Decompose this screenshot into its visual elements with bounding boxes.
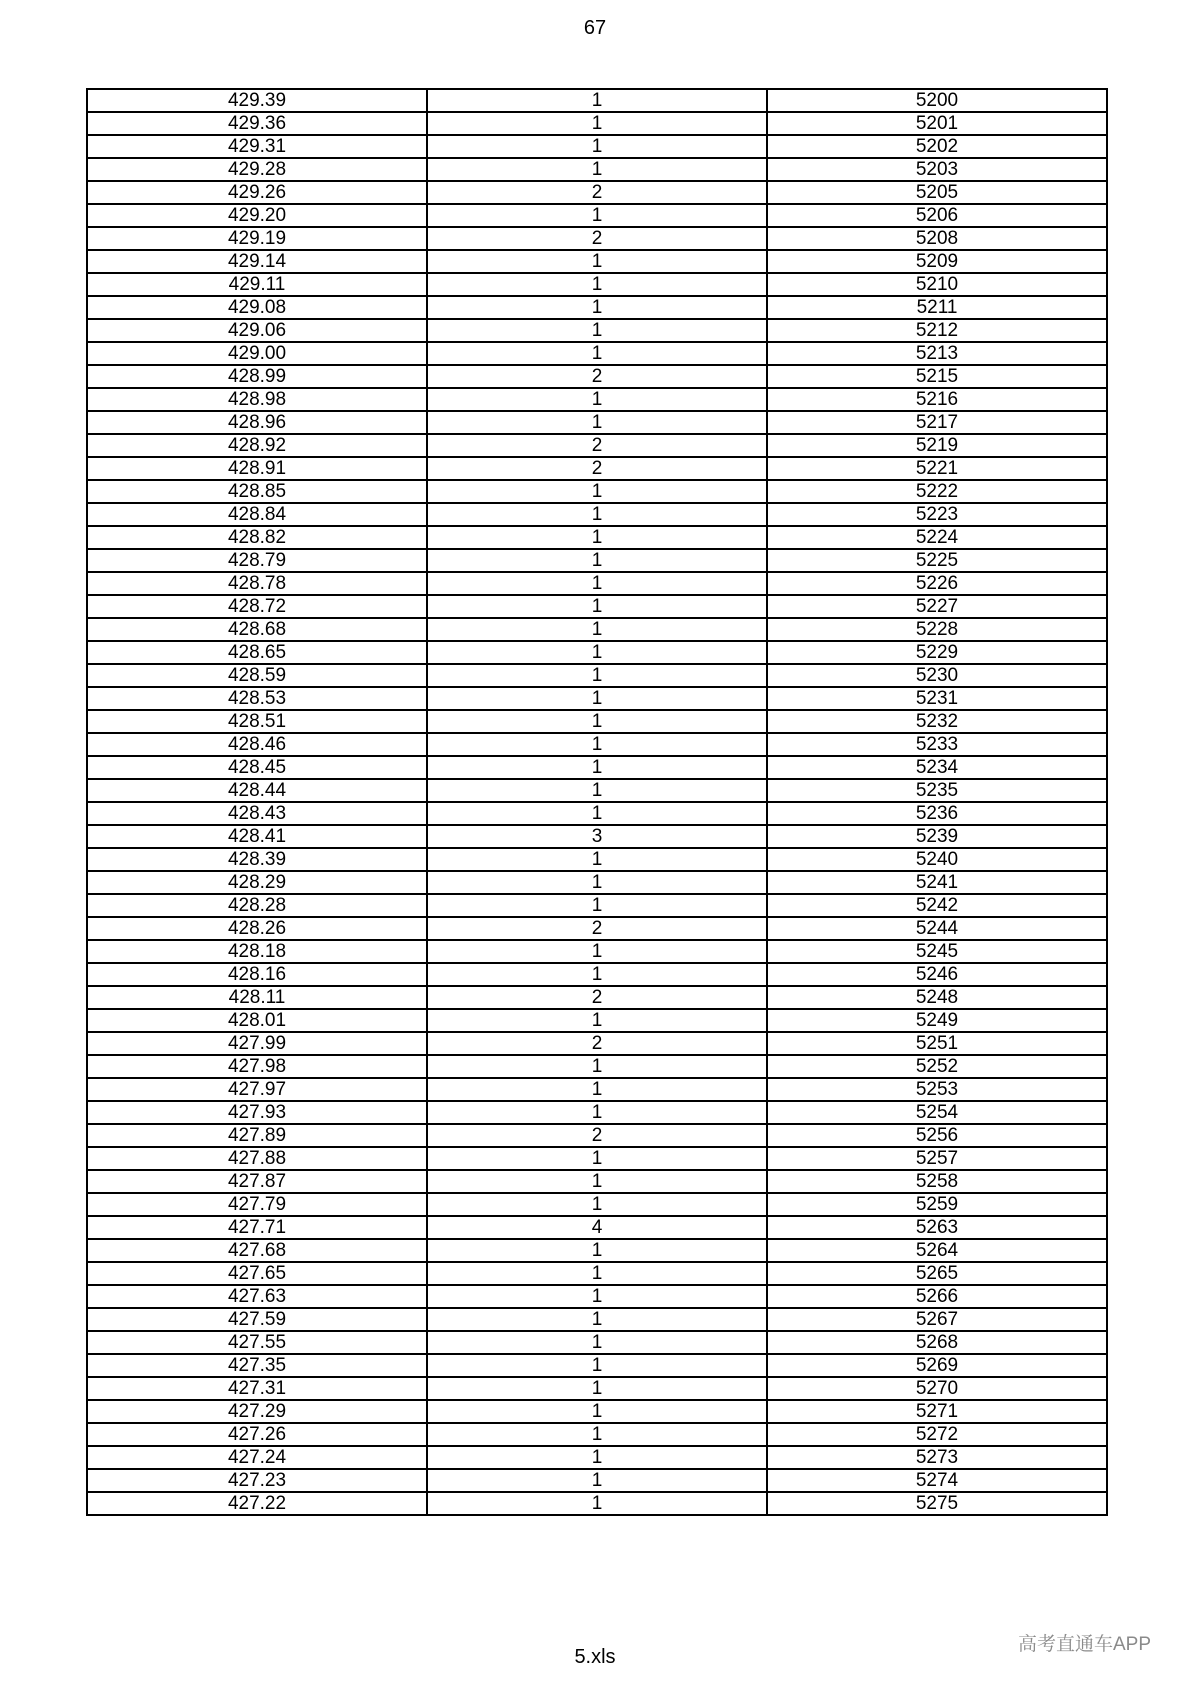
cumulative-cell: 5200	[767, 89, 1107, 112]
score-cell: 428.46	[87, 733, 427, 756]
count-cell: 1	[427, 1400, 767, 1423]
table-row	[87, 641, 1107, 664]
score-cell: 428.82	[87, 526, 427, 549]
cumulative-cell: 5208	[767, 227, 1107, 250]
count-cell: 1	[427, 1239, 767, 1262]
count-cell: 1	[427, 1377, 767, 1400]
cumulative-cell: 5236	[767, 802, 1107, 825]
count-cell: 2	[427, 365, 767, 388]
cumulative-cell: 5219	[767, 434, 1107, 457]
count-cell: 1	[427, 779, 767, 802]
score-cell: 428.99	[87, 365, 427, 388]
table-row	[87, 1078, 1107, 1101]
table-row	[87, 1469, 1107, 1492]
count-cell: 1	[427, 411, 767, 434]
cumulative-cell: 5253	[767, 1078, 1107, 1101]
table-row	[87, 411, 1107, 434]
cumulative-cell: 5268	[767, 1331, 1107, 1354]
table-row	[87, 1285, 1107, 1308]
table-row	[87, 940, 1107, 963]
score-cell: 428.18	[87, 940, 427, 963]
score-cell: 428.44	[87, 779, 427, 802]
score-cell: 429.28	[87, 158, 427, 181]
score-cell: 429.20	[87, 204, 427, 227]
score-cell: 428.43	[87, 802, 427, 825]
count-cell: 1	[427, 618, 767, 641]
table-row	[87, 1216, 1107, 1239]
score-cell: 427.22	[87, 1492, 427, 1515]
score-cell: 429.31	[87, 135, 427, 158]
cumulative-cell: 5234	[767, 756, 1107, 779]
count-cell: 1	[427, 1193, 767, 1216]
count-cell: 2	[427, 986, 767, 1009]
table-row	[87, 227, 1107, 250]
table-row	[87, 664, 1107, 687]
table-row	[87, 1124, 1107, 1147]
score-cell: 429.36	[87, 112, 427, 135]
cumulative-cell: 5254	[767, 1101, 1107, 1124]
count-cell: 2	[427, 227, 767, 250]
table-row	[87, 1492, 1107, 1515]
score-cell: 427.65	[87, 1262, 427, 1285]
cumulative-cell: 5212	[767, 319, 1107, 342]
count-cell: 1	[427, 595, 767, 618]
cumulative-cell: 5228	[767, 618, 1107, 641]
table-row	[87, 1354, 1107, 1377]
cumulative-cell: 5267	[767, 1308, 1107, 1331]
count-cell: 1	[427, 940, 767, 963]
cumulative-cell: 5249	[767, 1009, 1107, 1032]
score-cell: 429.26	[87, 181, 427, 204]
table-row	[87, 572, 1107, 595]
table-row	[87, 1239, 1107, 1262]
score-table-body	[87, 89, 1107, 1515]
table-row	[87, 710, 1107, 733]
count-cell: 1	[427, 1170, 767, 1193]
cumulative-cell: 5226	[767, 572, 1107, 595]
score-cell: 429.00	[87, 342, 427, 365]
score-cell: 428.85	[87, 480, 427, 503]
count-cell: 1	[427, 1308, 767, 1331]
cumulative-cell: 5264	[767, 1239, 1107, 1262]
score-cell: 427.87	[87, 1170, 427, 1193]
cumulative-cell: 5259	[767, 1193, 1107, 1216]
cumulative-cell: 5230	[767, 664, 1107, 687]
score-cell: 427.99	[87, 1032, 427, 1055]
count-cell: 1	[427, 641, 767, 664]
score-cell: 428.79	[87, 549, 427, 572]
cumulative-cell: 5231	[767, 687, 1107, 710]
table-row	[87, 963, 1107, 986]
count-cell: 1	[427, 1147, 767, 1170]
table-row	[87, 1055, 1107, 1078]
score-cell: 427.68	[87, 1239, 427, 1262]
score-cell: 427.98	[87, 1055, 427, 1078]
table-row	[87, 1262, 1107, 1285]
score-cell: 428.01	[87, 1009, 427, 1032]
score-cell: 429.06	[87, 319, 427, 342]
table-row	[87, 457, 1107, 480]
table-row	[87, 848, 1107, 871]
count-cell: 2	[427, 1124, 767, 1147]
table-row	[87, 480, 1107, 503]
table-row	[87, 595, 1107, 618]
table-row	[87, 296, 1107, 319]
score-cell: 427.24	[87, 1446, 427, 1469]
count-cell: 1	[427, 687, 767, 710]
page-number: 67	[583, 17, 607, 39]
cumulative-cell: 5257	[767, 1147, 1107, 1170]
table-row	[87, 756, 1107, 779]
watermark: 高考直通车APP	[1018, 1634, 1152, 1655]
cumulative-cell: 5211	[767, 296, 1107, 319]
score-cell: 427.23	[87, 1469, 427, 1492]
count-cell: 1	[427, 135, 767, 158]
table-row	[87, 1423, 1107, 1446]
table-row	[87, 1193, 1107, 1216]
score-cell: 427.71	[87, 1216, 427, 1239]
cumulative-cell: 5274	[767, 1469, 1107, 1492]
score-cell: 429.08	[87, 296, 427, 319]
table-row	[87, 549, 1107, 572]
cumulative-cell: 5223	[767, 503, 1107, 526]
count-cell: 2	[427, 1032, 767, 1055]
table-row	[87, 894, 1107, 917]
table-row	[87, 1446, 1107, 1469]
table-row	[87, 204, 1107, 227]
table-row	[87, 434, 1107, 457]
table-row	[87, 250, 1107, 273]
count-cell: 1	[427, 1423, 767, 1446]
cumulative-cell: 5221	[767, 457, 1107, 480]
table-row	[87, 135, 1107, 158]
table-row	[87, 871, 1107, 894]
count-cell: 1	[427, 871, 767, 894]
score-cell: 427.59	[87, 1308, 427, 1331]
count-cell: 1	[427, 756, 767, 779]
count-cell: 1	[427, 1078, 767, 1101]
count-cell: 1	[427, 1492, 767, 1515]
cumulative-cell: 5209	[767, 250, 1107, 273]
count-cell: 1	[427, 112, 767, 135]
table-row	[87, 181, 1107, 204]
score-cell: 428.65	[87, 641, 427, 664]
table-row	[87, 1147, 1107, 1170]
cumulative-cell: 5210	[767, 273, 1107, 296]
score-cell: 428.72	[87, 595, 427, 618]
cumulative-cell: 5244	[767, 917, 1107, 940]
count-cell: 1	[427, 204, 767, 227]
cumulative-cell: 5233	[767, 733, 1107, 756]
cumulative-cell: 5252	[767, 1055, 1107, 1078]
score-cell: 427.35	[87, 1354, 427, 1377]
score-cell: 428.98	[87, 388, 427, 411]
cumulative-cell: 5224	[767, 526, 1107, 549]
cumulative-cell: 5271	[767, 1400, 1107, 1423]
table-row	[87, 526, 1107, 549]
cumulative-cell: 5256	[767, 1124, 1107, 1147]
score-cell: 429.11	[87, 273, 427, 296]
cumulative-cell: 5227	[767, 595, 1107, 618]
cumulative-cell: 5273	[767, 1446, 1107, 1469]
count-cell: 1	[427, 963, 767, 986]
score-cell: 429.19	[87, 227, 427, 250]
table-row	[87, 1009, 1107, 1032]
count-cell: 2	[427, 181, 767, 204]
score-cell: 427.29	[87, 1400, 427, 1423]
score-cell: 427.63	[87, 1285, 427, 1308]
score-cell: 428.39	[87, 848, 427, 871]
score-cell: 428.45	[87, 756, 427, 779]
count-cell: 1	[427, 273, 767, 296]
count-cell: 1	[427, 1055, 767, 1078]
table-row	[87, 388, 1107, 411]
table-row	[87, 1400, 1107, 1423]
score-cell: 428.11	[87, 986, 427, 1009]
score-cell: 427.26	[87, 1423, 427, 1446]
table-row	[87, 1170, 1107, 1193]
count-cell: 1	[427, 710, 767, 733]
count-cell: 1	[427, 319, 767, 342]
count-cell: 4	[427, 1216, 767, 1239]
table-row	[87, 687, 1107, 710]
table-row	[87, 1101, 1107, 1124]
count-cell: 1	[427, 526, 767, 549]
cumulative-cell: 5248	[767, 986, 1107, 1009]
table-row	[87, 917, 1107, 940]
count-cell: 1	[427, 848, 767, 871]
cumulative-cell: 5232	[767, 710, 1107, 733]
count-cell: 1	[427, 572, 767, 595]
cumulative-cell: 5245	[767, 940, 1107, 963]
cumulative-cell: 5246	[767, 963, 1107, 986]
cumulative-cell: 5258	[767, 1170, 1107, 1193]
count-cell: 1	[427, 1101, 767, 1124]
score-cell: 428.96	[87, 411, 427, 434]
count-cell: 1	[427, 503, 767, 526]
footer-filename: 5.xls	[574, 1646, 616, 1668]
count-cell: 1	[427, 89, 767, 112]
score-cell: 427.88	[87, 1147, 427, 1170]
cumulative-cell: 5215	[767, 365, 1107, 388]
count-cell: 1	[427, 158, 767, 181]
cumulative-cell: 5239	[767, 825, 1107, 848]
table-row	[87, 1308, 1107, 1331]
count-cell: 1	[427, 1009, 767, 1032]
count-cell: 1	[427, 802, 767, 825]
table-row	[87, 365, 1107, 388]
cumulative-cell: 5241	[767, 871, 1107, 894]
score-cell: 428.51	[87, 710, 427, 733]
score-cell: 427.79	[87, 1193, 427, 1216]
score-cell: 428.28	[87, 894, 427, 917]
count-cell: 1	[427, 1262, 767, 1285]
table-row	[87, 1331, 1107, 1354]
score-cell: 427.89	[87, 1124, 427, 1147]
count-cell: 1	[427, 664, 767, 687]
cumulative-cell: 5251	[767, 1032, 1107, 1055]
table-row	[87, 273, 1107, 296]
cumulative-cell: 5229	[767, 641, 1107, 664]
count-cell: 2	[427, 434, 767, 457]
score-cell: 429.14	[87, 250, 427, 273]
cumulative-cell: 5235	[767, 779, 1107, 802]
count-cell: 1	[427, 549, 767, 572]
table-row	[87, 342, 1107, 365]
count-cell: 1	[427, 894, 767, 917]
score-cell: 429.39	[87, 89, 427, 112]
score-cell: 428.91	[87, 457, 427, 480]
count-cell: 1	[427, 250, 767, 273]
score-cell: 428.16	[87, 963, 427, 986]
table-row	[87, 503, 1107, 526]
count-cell: 1	[427, 1446, 767, 1469]
table-row	[87, 825, 1107, 848]
cumulative-cell: 5217	[767, 411, 1107, 434]
table-row	[87, 779, 1107, 802]
table-row	[87, 319, 1107, 342]
cumulative-cell: 5269	[767, 1354, 1107, 1377]
count-cell: 1	[427, 296, 767, 319]
score-cell: 428.68	[87, 618, 427, 641]
count-cell: 1	[427, 1285, 767, 1308]
score-cell: 428.92	[87, 434, 427, 457]
cumulative-cell: 5205	[767, 181, 1107, 204]
cumulative-cell: 5266	[767, 1285, 1107, 1308]
count-cell: 1	[427, 1354, 767, 1377]
count-cell: 1	[427, 342, 767, 365]
cumulative-cell: 5201	[767, 112, 1107, 135]
score-table	[86, 88, 1108, 1516]
score-cell: 427.93	[87, 1101, 427, 1124]
cumulative-cell: 5213	[767, 342, 1107, 365]
score-cell: 428.84	[87, 503, 427, 526]
score-cell: 428.29	[87, 871, 427, 894]
cumulative-cell: 5275	[767, 1492, 1107, 1515]
score-cell: 427.97	[87, 1078, 427, 1101]
count-cell: 1	[427, 1331, 767, 1354]
score-cell: 428.26	[87, 917, 427, 940]
cumulative-cell: 5203	[767, 158, 1107, 181]
count-cell: 1	[427, 733, 767, 756]
cumulative-cell: 5222	[767, 480, 1107, 503]
count-cell: 2	[427, 457, 767, 480]
count-cell: 1	[427, 388, 767, 411]
cumulative-cell: 5265	[767, 1262, 1107, 1285]
table-row	[87, 802, 1107, 825]
score-cell: 427.55	[87, 1331, 427, 1354]
score-cell: 428.53	[87, 687, 427, 710]
table-row	[87, 89, 1107, 112]
table-row	[87, 112, 1107, 135]
count-cell: 1	[427, 1469, 767, 1492]
table-row	[87, 1377, 1107, 1400]
cumulative-cell: 5240	[767, 848, 1107, 871]
cumulative-cell: 5270	[767, 1377, 1107, 1400]
score-cell: 427.31	[87, 1377, 427, 1400]
score-cell: 428.41	[87, 825, 427, 848]
table-row	[87, 618, 1107, 641]
cumulative-cell: 5263	[767, 1216, 1107, 1239]
table-row	[87, 986, 1107, 1009]
count-cell: 1	[427, 480, 767, 503]
cumulative-cell: 5206	[767, 204, 1107, 227]
table-row	[87, 1032, 1107, 1055]
table-row	[87, 158, 1107, 181]
cumulative-cell: 5216	[767, 388, 1107, 411]
count-cell: 3	[427, 825, 767, 848]
score-cell: 428.78	[87, 572, 427, 595]
cumulative-cell: 5242	[767, 894, 1107, 917]
count-cell: 2	[427, 917, 767, 940]
cumulative-cell: 5202	[767, 135, 1107, 158]
cumulative-cell: 5225	[767, 549, 1107, 572]
score-cell: 428.59	[87, 664, 427, 687]
cumulative-cell: 5272	[767, 1423, 1107, 1446]
table-row	[87, 733, 1107, 756]
